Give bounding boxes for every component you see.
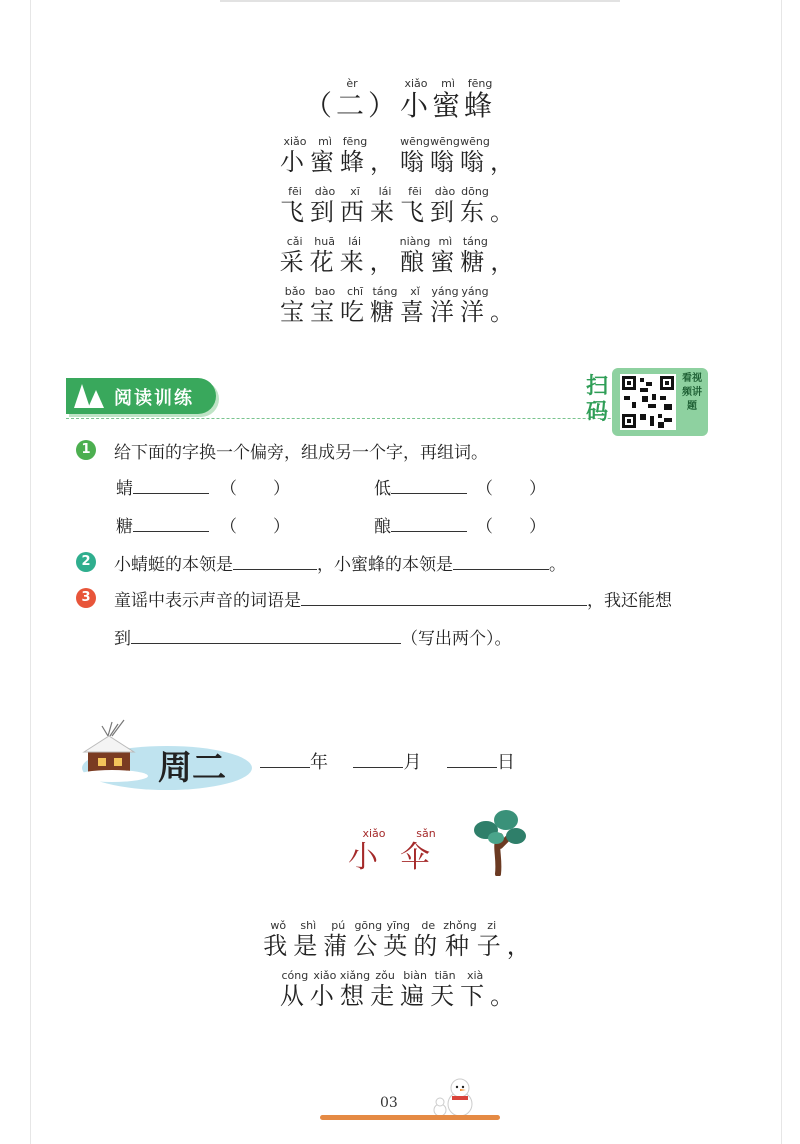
ruby-char: 酿niàng bbox=[399, 235, 431, 276]
answer-blank[interactable] bbox=[391, 515, 467, 532]
pinyin: pú bbox=[323, 919, 354, 932]
ruby-char: 飞fēi bbox=[400, 185, 430, 226]
pinyin: xià bbox=[460, 969, 491, 982]
ruby-char: ， bbox=[490, 148, 520, 176]
pinyin: dào bbox=[310, 185, 340, 198]
ruby-char: 小xiǎo bbox=[309, 969, 340, 1010]
pinyin: chī bbox=[340, 285, 370, 298]
pinyin bbox=[370, 235, 400, 248]
pinyin: sǎn bbox=[400, 827, 452, 840]
ruby-char: ， bbox=[370, 248, 400, 276]
q1-item: 糖 bbox=[116, 512, 209, 537]
answer-blank[interactable] bbox=[453, 553, 549, 570]
question-number-1: 1 bbox=[76, 440, 96, 460]
pinyin: zi bbox=[476, 919, 507, 932]
pinyin: táng bbox=[460, 235, 491, 248]
ruby-char: 我wǒ bbox=[263, 919, 294, 960]
pinyin: yáng bbox=[460, 285, 490, 298]
pinyin: dōng bbox=[460, 185, 490, 198]
pinyin: de bbox=[413, 919, 444, 932]
pinyin: fēi bbox=[400, 185, 430, 198]
pinyin bbox=[490, 969, 520, 982]
pinyin: cóng bbox=[279, 969, 310, 982]
ruby-char: 蒲pú bbox=[323, 919, 354, 960]
poem1-title bbox=[0, 78, 800, 124]
ruby-char: 喜xǐ bbox=[400, 285, 430, 326]
pinyin: xiǎo bbox=[280, 135, 310, 148]
pinyin: fēng bbox=[464, 77, 497, 90]
ruby-char: 宝bǎo bbox=[280, 285, 310, 326]
ruby-char: 下xià bbox=[460, 969, 491, 1010]
poem1-body bbox=[0, 136, 800, 336]
answer-blank[interactable] bbox=[133, 515, 209, 532]
ruby-char: 西xī bbox=[340, 185, 370, 226]
ruby-char: 嗡wēng bbox=[460, 135, 490, 176]
pinyin: fēng bbox=[340, 135, 370, 148]
pinyin: fēi bbox=[280, 185, 310, 198]
pinyin: cǎi bbox=[279, 235, 310, 248]
pinyin: mì bbox=[432, 77, 465, 90]
ruby-char: 从cóng bbox=[279, 969, 310, 1010]
pinyin: mì bbox=[310, 135, 340, 148]
date-fields bbox=[260, 748, 515, 774]
poem2-title bbox=[0, 828, 800, 876]
ruby-char: 英yīng bbox=[383, 919, 414, 960]
ruby-char: 洋yáng bbox=[460, 285, 490, 326]
pinyin bbox=[490, 235, 520, 248]
ruby-char: 到dào bbox=[430, 185, 460, 226]
day-banner bbox=[72, 714, 252, 798]
ruby-char: 小xiǎo bbox=[348, 827, 400, 875]
ruby-char: （ bbox=[304, 89, 336, 122]
pinyin: èr bbox=[335, 77, 368, 90]
pinyin: xiǎo bbox=[400, 77, 433, 90]
pinyin: zǒu bbox=[370, 969, 401, 982]
question-number-3: 3 bbox=[76, 588, 96, 608]
ruby-char: 伞sǎn bbox=[400, 827, 452, 875]
month-label: 月 bbox=[403, 752, 422, 773]
poem2-body bbox=[0, 920, 800, 1020]
q1-paren: （ ） bbox=[220, 479, 290, 499]
scan-label: 扫码 bbox=[585, 374, 608, 425]
ruby-char: 嗡wēng bbox=[430, 135, 460, 176]
footer-stripe bbox=[320, 1115, 500, 1120]
poem2-line bbox=[263, 920, 536, 958]
day-blank[interactable] bbox=[447, 751, 497, 768]
ruby-char: ， bbox=[370, 148, 400, 176]
tree-icon bbox=[470, 806, 530, 876]
qr-code-icon[interactable] bbox=[620, 374, 676, 430]
ruby-char: 遍biàn bbox=[400, 969, 431, 1010]
date-label: 日 bbox=[496, 752, 515, 773]
pinyin: lái bbox=[370, 185, 400, 198]
answer-blank[interactable] bbox=[133, 477, 209, 494]
ruby-char: 蜜mì bbox=[430, 235, 461, 276]
ruby-char: 洋yáng bbox=[430, 285, 460, 326]
ruby-char: 嗡wēng bbox=[400, 135, 430, 176]
pinyin: gōng bbox=[353, 919, 384, 932]
question-3-text: 童谣中表示声音的词语是 ，我还能想 bbox=[114, 591, 672, 611]
pinyin bbox=[490, 185, 520, 198]
pinyin: mì bbox=[430, 235, 461, 248]
ruby-char: 来lái bbox=[339, 235, 370, 276]
pinyin: xǐ bbox=[400, 285, 430, 298]
ruby-char: 到dào bbox=[310, 185, 340, 226]
q1-item: 低 bbox=[374, 474, 467, 499]
pinyin: niàng bbox=[399, 235, 431, 248]
pinyin: yīng bbox=[383, 919, 414, 932]
section-label: 阅读训练 bbox=[114, 388, 194, 409]
pinyin: biàn bbox=[400, 969, 431, 982]
pinyin: wēng bbox=[430, 135, 460, 148]
pinyin: xī bbox=[340, 185, 370, 198]
pinyin bbox=[507, 919, 537, 932]
ruby-char: 蜂fēng bbox=[340, 135, 370, 176]
ruby-char: 飞fēi bbox=[280, 185, 310, 226]
q1-paren: （ ） bbox=[220, 517, 290, 537]
top-rule bbox=[220, 0, 620, 2]
pinyin bbox=[304, 77, 336, 90]
ruby-char: 的de bbox=[413, 919, 444, 960]
month-blank[interactable] bbox=[353, 751, 403, 768]
ruby-char: 想xiǎng bbox=[339, 969, 371, 1010]
ruby-char: 二èr bbox=[335, 77, 368, 122]
pinyin: lái bbox=[339, 235, 370, 248]
q1-paren: （ ） bbox=[476, 479, 546, 499]
pinyin: táng bbox=[370, 285, 400, 298]
pinyin bbox=[490, 135, 520, 148]
ruby-char: 。 bbox=[490, 982, 520, 1010]
ruby-char: 花huā bbox=[309, 235, 340, 276]
ruby-char: ， bbox=[490, 248, 520, 276]
ruby-char: 蜂fēng bbox=[464, 77, 497, 122]
pinyin: dào bbox=[430, 185, 460, 198]
pinyin: xiǎo bbox=[309, 969, 340, 982]
answer-blank[interactable] bbox=[233, 553, 317, 570]
year-label: 年 bbox=[310, 752, 328, 773]
pinyin bbox=[370, 135, 400, 148]
ruby-char: 东dōng bbox=[460, 185, 490, 226]
pinyin: tiān bbox=[430, 969, 461, 982]
pinyin bbox=[490, 285, 520, 298]
ruby-char: 来lái bbox=[370, 185, 400, 226]
ruby-char: 蜜mì bbox=[432, 77, 465, 122]
ruby-char: 糖táng bbox=[370, 285, 400, 326]
ruby-char: 天tiān bbox=[430, 969, 461, 1010]
poem1-line bbox=[280, 286, 520, 324]
answer-blank[interactable] bbox=[131, 627, 401, 644]
pinyin: shì bbox=[293, 919, 324, 932]
ruby-char: 公gōng bbox=[353, 919, 384, 960]
q1-item: 蜻 bbox=[116, 474, 209, 499]
poem2-title-text bbox=[348, 828, 452, 876]
page-number: 03 bbox=[380, 1095, 398, 1111]
ruby-char: 采cǎi bbox=[279, 235, 310, 276]
pinyin: huā bbox=[309, 235, 340, 248]
section-divider bbox=[66, 418, 706, 419]
pinyin: zhǒng bbox=[443, 919, 477, 932]
q1-item: 酿 bbox=[374, 512, 467, 537]
pinyin: xiǎng bbox=[339, 969, 371, 982]
pinyin bbox=[368, 77, 400, 90]
q1-paren: （ ） bbox=[476, 517, 546, 537]
ruby-char: 吃chī bbox=[340, 285, 370, 326]
pine-trees-icon bbox=[72, 382, 108, 410]
question-number-2: 2 bbox=[76, 552, 96, 572]
pinyin: wǒ bbox=[263, 919, 294, 932]
poem1-title-text bbox=[304, 78, 496, 124]
question-1-text: 给下面的字换一个偏旁，组成另一个字，再组词。 bbox=[114, 443, 488, 463]
ruby-char: 子zi bbox=[476, 919, 507, 960]
pinyin: wēng bbox=[400, 135, 430, 148]
ruby-char: 。 bbox=[490, 298, 520, 326]
poem1-line bbox=[280, 236, 521, 274]
ruby-char: 宝bao bbox=[310, 285, 340, 326]
ruby-char: 。 bbox=[490, 198, 520, 226]
ruby-char: 糖táng bbox=[460, 235, 491, 276]
question-2-text: 小蜻蜓的本领是 ，小蜜蜂的本领是 。 bbox=[114, 555, 566, 575]
reading-practice-tab bbox=[66, 378, 216, 414]
ruby-char: 小xiǎo bbox=[280, 135, 310, 176]
pinyin: bao bbox=[310, 285, 340, 298]
year-blank[interactable] bbox=[260, 751, 310, 768]
answer-blank[interactable] bbox=[301, 589, 587, 606]
poem2-line bbox=[280, 970, 520, 1008]
ruby-char: 蜜mì bbox=[310, 135, 340, 176]
day-label: 周二 bbox=[158, 748, 226, 788]
ruby-char: 小xiǎo bbox=[400, 77, 433, 122]
ruby-char: ， bbox=[507, 932, 537, 960]
qr-card[interactable] bbox=[612, 368, 708, 436]
pinyin: xiǎo bbox=[348, 827, 400, 840]
ruby-char: 是shì bbox=[293, 919, 324, 960]
answer-blank[interactable] bbox=[391, 477, 467, 494]
qr-caption: 看视频讲题 bbox=[682, 373, 702, 412]
poem1-line bbox=[280, 186, 520, 224]
pinyin: wēng bbox=[460, 135, 490, 148]
poem1-line bbox=[280, 136, 520, 174]
question-3-text-cont: 到 （写出两个）。 bbox=[114, 629, 512, 649]
snowman-icon bbox=[430, 1074, 490, 1118]
ruby-char: ） bbox=[368, 89, 400, 122]
ruby-char: 种zhǒng bbox=[443, 919, 477, 960]
ruby-char: 走zǒu bbox=[370, 969, 401, 1010]
pinyin: yáng bbox=[430, 285, 460, 298]
pinyin: bǎo bbox=[280, 285, 310, 298]
